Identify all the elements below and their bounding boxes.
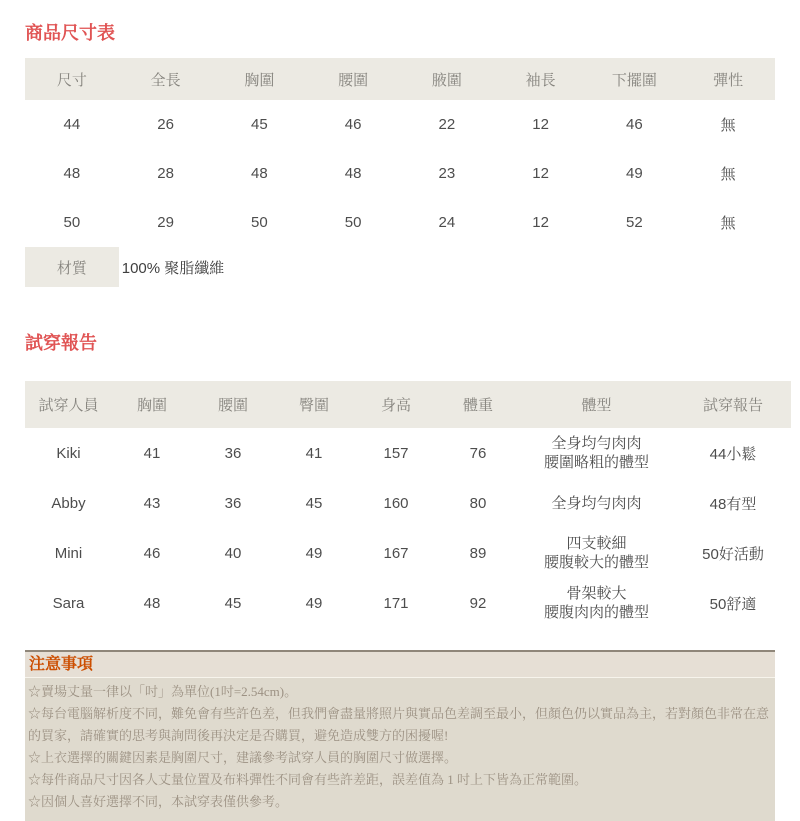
- cell: 48: [251, 165, 268, 182]
- fitter-name: Sara: [52, 594, 85, 612]
- size-chart-table: [25, 58, 775, 287]
- header-cell: 腋圍: [400, 58, 494, 100]
- cell: 49: [305, 544, 323, 562]
- table-row: [25, 578, 791, 628]
- body-type-line: 全身均勻肉肉: [551, 435, 642, 452]
- cell: 171: [383, 594, 409, 612]
- header-cell: 尺寸: [25, 58, 119, 100]
- note-item: ☆上衣選擇的關鍵因素是胸圍尺寸，建議參考試穿人員的胸圍尺寸做選擇。: [28, 750, 458, 765]
- fitting-report-table: [25, 381, 791, 628]
- cell: 26: [157, 116, 174, 133]
- body-type-cell: [518, 528, 675, 578]
- header-cell: 全長: [119, 58, 213, 100]
- cell: 46: [626, 116, 643, 133]
- fit-report-cell: 48有型: [709, 495, 757, 513]
- size-chart-header: [25, 58, 775, 100]
- material-label: 材質: [25, 247, 119, 287]
- cell: 167: [383, 544, 409, 562]
- header-cell: 體型: [518, 381, 675, 428]
- body-type-line: 四支較細: [566, 535, 627, 552]
- cell: 41: [143, 444, 161, 462]
- notes-box: [25, 650, 775, 821]
- size-chart-title: 商品尺寸表: [25, 23, 115, 43]
- header-cell: 腰圍: [306, 58, 400, 100]
- body-type-cell: [518, 478, 675, 528]
- header-cell: 試穿報告: [675, 381, 791, 428]
- table-header-row: [25, 58, 775, 100]
- header-cell: 試穿人員: [25, 381, 112, 428]
- body-type-line: 骨架較大: [566, 585, 627, 602]
- cell: 45: [305, 494, 323, 512]
- fit-report-cell: 44小鬆: [709, 445, 757, 463]
- note-item: ☆每台電腦解析度不同，難免會有些許色差，但我們會盡量將照片與實品色差調至最小，但顏色仍以實品為主，若對顏色非常在意的買家，請確實的思考與詢問後再決定是否購買，避免造成雙方的困擾喔!: [28, 706, 770, 743]
- material-row: [25, 247, 775, 287]
- header-cell: 袖長: [494, 58, 588, 100]
- cell: 無: [720, 117, 736, 134]
- cell: 36: [224, 494, 242, 512]
- table-row: [25, 198, 775, 247]
- cell: 160: [383, 494, 409, 512]
- cell: 89: [469, 544, 487, 562]
- fit-report-cell: 50好活動: [702, 545, 764, 563]
- cell: 23: [438, 165, 456, 182]
- cell: 43: [143, 494, 161, 512]
- cell: 92: [469, 594, 487, 612]
- header-cell: 腰圍: [192, 381, 274, 428]
- fitter-name: Abby: [51, 494, 86, 512]
- cell: 無: [720, 215, 736, 232]
- cell: 40: [224, 544, 242, 562]
- cell: 24: [438, 214, 456, 231]
- notes-title: 注意事項: [25, 652, 775, 678]
- table-row: [25, 478, 791, 528]
- note-item: ☆賣場丈量一律以「吋」為單位(1吋=2.54cm)。: [28, 684, 298, 699]
- cell: 46: [344, 116, 362, 133]
- header-cell: 身高: [354, 381, 438, 428]
- material-value: 100% 聚脂纖維: [121, 259, 225, 277]
- cell: 29: [157, 214, 174, 231]
- fitter-name: Kiki: [56, 444, 81, 462]
- fitter-name: Mini: [54, 544, 83, 562]
- body-type-line: 腰圍略粗的體型: [543, 454, 649, 471]
- body-type-cell: [518, 428, 675, 478]
- note-item: ☆因個人喜好選擇不同，本試穿表僅供參考。: [28, 794, 289, 809]
- fitting-report-title: 試穿報告: [25, 333, 97, 353]
- cell: 41: [305, 444, 323, 462]
- header-cell: 胸圍: [213, 58, 307, 100]
- header-cell: 臀圍: [274, 381, 354, 428]
- table-row: [25, 149, 775, 198]
- cell: 28: [157, 165, 174, 182]
- header-cell: 彈性: [681, 58, 775, 100]
- body-type-line: 全身均勻肉肉: [551, 494, 642, 512]
- cell: 48: [344, 165, 362, 182]
- cell: 50: [344, 214, 362, 231]
- cell: 49: [305, 594, 323, 612]
- fitting-report-header: [25, 381, 791, 428]
- body-type-cell: [518, 578, 675, 628]
- cell: 無: [720, 166, 736, 183]
- cell: 52: [626, 214, 643, 231]
- table-row: [25, 528, 791, 578]
- cell: 49: [626, 165, 643, 182]
- header-cell: 胸圍: [112, 381, 192, 428]
- cell: 44: [63, 116, 81, 133]
- table-row: [25, 100, 775, 149]
- body-type-line: 腰腹較大的體型: [543, 554, 649, 571]
- cell: 12: [532, 165, 549, 182]
- cell: 36: [224, 444, 242, 462]
- product-info-page: [25, 21, 775, 821]
- header-cell: 體重: [438, 381, 518, 428]
- fit-report-cell: 50舒適: [709, 595, 757, 613]
- cell: 46: [143, 544, 161, 562]
- cell: 76: [469, 444, 487, 462]
- cell: 48: [143, 594, 161, 612]
- cell: 80: [469, 494, 487, 512]
- table-header-row: [25, 381, 791, 428]
- note-item: ☆每件商品尺寸因各人丈量位置及布料彈性不同會有些許差距，誤差值為 1 吋上下皆為正常範圍。: [28, 772, 588, 787]
- cell: 157: [383, 444, 409, 462]
- cell: 22: [438, 116, 456, 133]
- cell: 45: [224, 594, 242, 612]
- table-row: [25, 428, 791, 478]
- header-cell: 下擺圍: [588, 58, 682, 100]
- cell: 50: [251, 214, 268, 231]
- body-type-line: 腰腹肉肉的體型: [543, 604, 649, 621]
- cell: 50: [63, 214, 81, 231]
- notes-list: [25, 678, 775, 821]
- cell: 12: [532, 214, 549, 231]
- cell: 45: [251, 116, 268, 133]
- cell: 48: [63, 165, 81, 182]
- cell: 12: [532, 116, 549, 133]
